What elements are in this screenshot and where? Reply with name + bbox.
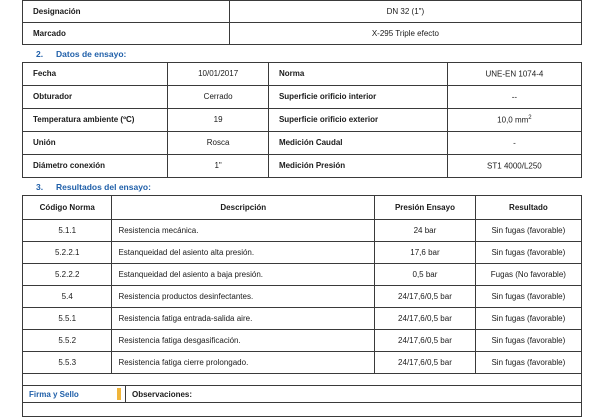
observations-label: Observaciones: (132, 389, 193, 399)
row-label-2: Medición Caudal (268, 132, 447, 155)
table-row (23, 155, 582, 178)
table-row (23, 242, 582, 264)
results-table-head (23, 196, 582, 220)
cell-resultado: Sin fugas (favorable) (475, 286, 581, 308)
table-row (23, 286, 582, 308)
row-value: X-295 Triple efecto (229, 23, 581, 45)
bookmark-marker-icon (117, 388, 121, 400)
cell-descripcion: Resistencia productos desinfectantes. (112, 286, 375, 308)
test-data-table (22, 62, 582, 178)
row-value-2 (447, 132, 581, 155)
row-value-2-sup: 2 (528, 115, 532, 122)
table-row (23, 1, 582, 23)
row-value-2-text: UNE-EN 1074-4 (485, 69, 544, 79)
test-data-table-body (23, 63, 582, 178)
cell-presion: 24/17,6/0,5 bar (375, 330, 476, 352)
cell-resultado: Sin fugas (favorable) (475, 352, 581, 374)
designation-table (22, 0, 582, 45)
row-value: 1" (168, 155, 269, 178)
row-label-2: Superficie orificio interior (268, 86, 447, 109)
row-value: 19 (168, 109, 269, 132)
results-table-body (23, 220, 582, 374)
row-label: Temperatura ambiente (ºC) (23, 109, 168, 132)
designation-table-body (23, 1, 582, 45)
cell-resultado: Fugas (No favorable) (475, 264, 581, 286)
results-table (22, 195, 582, 374)
column-header-presion: Presión Ensayo (375, 196, 476, 220)
section-number: 2. (36, 49, 44, 59)
row-value-2-text: 10,0 mm (497, 115, 529, 125)
cell-presion: 24/17,6/0,5 bar (375, 308, 476, 330)
row-value: Cerrado (168, 86, 269, 109)
cell-presion: 24/17,6/0,5 bar (375, 352, 476, 374)
table-row (23, 264, 582, 286)
cell-descripcion: Resistencia fatiga desgasificación. (112, 330, 375, 352)
row-label: Marcado (23, 23, 230, 45)
cell-resultado: Sin fugas (favorable) (475, 220, 581, 242)
column-header-codigo: Código Norma (23, 196, 112, 220)
table-row (23, 308, 582, 330)
cell-descripcion: Resistencia fatiga entrada-salida aire. (112, 308, 375, 330)
cell-descripcion: Estanqueidad del asiento alta presión. (112, 242, 375, 264)
section-title: Datos de ensayo: (56, 49, 127, 59)
row-label: Unión (23, 132, 168, 155)
footer-row (22, 385, 582, 403)
row-value-2 (447, 86, 581, 109)
table-row (23, 109, 582, 132)
row-value-2 (447, 63, 581, 86)
cell-codigo: 5.4 (23, 286, 112, 308)
row-label-2: Norma (268, 63, 447, 86)
cell-descripcion: Estanqueidad del asiento a baja presión. (112, 264, 375, 286)
row-value: DN 32 (1") (229, 1, 581, 23)
row-label: Obturador (23, 86, 168, 109)
cell-codigo: 5.5.3 (23, 352, 112, 374)
row-value-2 (447, 155, 581, 178)
table-row (23, 352, 582, 374)
cell-codigo: 5.2.2.2 (23, 264, 112, 286)
row-label: Diámetro conexión (23, 155, 168, 178)
section-heading-resultados (22, 178, 582, 195)
row-label: Designación (23, 1, 230, 23)
table-header-row (23, 196, 582, 220)
signature-label: Firma y Sello (29, 389, 79, 399)
row-value-2 (447, 109, 581, 132)
cell-resultado: Sin fugas (favorable) (475, 242, 581, 264)
observations-cell (125, 385, 582, 403)
cell-codigo: 5.5.2 (23, 330, 112, 352)
table-row (23, 86, 582, 109)
section-heading-datos-ensayo (22, 45, 582, 62)
section-number: 3. (36, 182, 44, 192)
row-label-2: Medición Presión (268, 155, 447, 178)
cell-codigo: 5.5.1 (23, 308, 112, 330)
cell-presion: 24 bar (375, 220, 476, 242)
signature-cell (22, 385, 125, 403)
table-row (23, 63, 582, 86)
row-value-2-text: - (513, 138, 516, 148)
cell-descripcion: Resistencia mecánica. (112, 220, 375, 242)
cell-presion: 24/17,6/0,5 bar (375, 286, 476, 308)
row-value: 10/01/2017 (168, 63, 269, 86)
cell-resultado: Sin fugas (favorable) (475, 308, 581, 330)
cell-presion: 0,5 bar (375, 264, 476, 286)
table-row (23, 330, 582, 352)
table-row (23, 220, 582, 242)
row-label-2: Superficie orificio exterior (268, 109, 447, 132)
row-value: Rosca (168, 132, 269, 155)
cell-resultado: Sin fugas (favorable) (475, 330, 581, 352)
cell-codigo: 5.1.1 (23, 220, 112, 242)
row-value-2-text: ST1 4000/L250 (487, 161, 542, 171)
column-header-resultado: Resultado (475, 196, 581, 220)
table-row (23, 132, 582, 155)
row-value-2-text: -- (511, 92, 518, 102)
table-row (23, 23, 582, 45)
section-title: Resultados del ensayo: (56, 182, 151, 192)
cell-descripcion: Resistencia fatiga cierre prolongado. (112, 352, 375, 374)
cell-codigo: 5.2.2.1 (23, 242, 112, 264)
cell-presion: 17,6 bar (375, 242, 476, 264)
column-header-descripcion: Descripción (112, 196, 375, 220)
row-label: Fecha (23, 63, 168, 86)
